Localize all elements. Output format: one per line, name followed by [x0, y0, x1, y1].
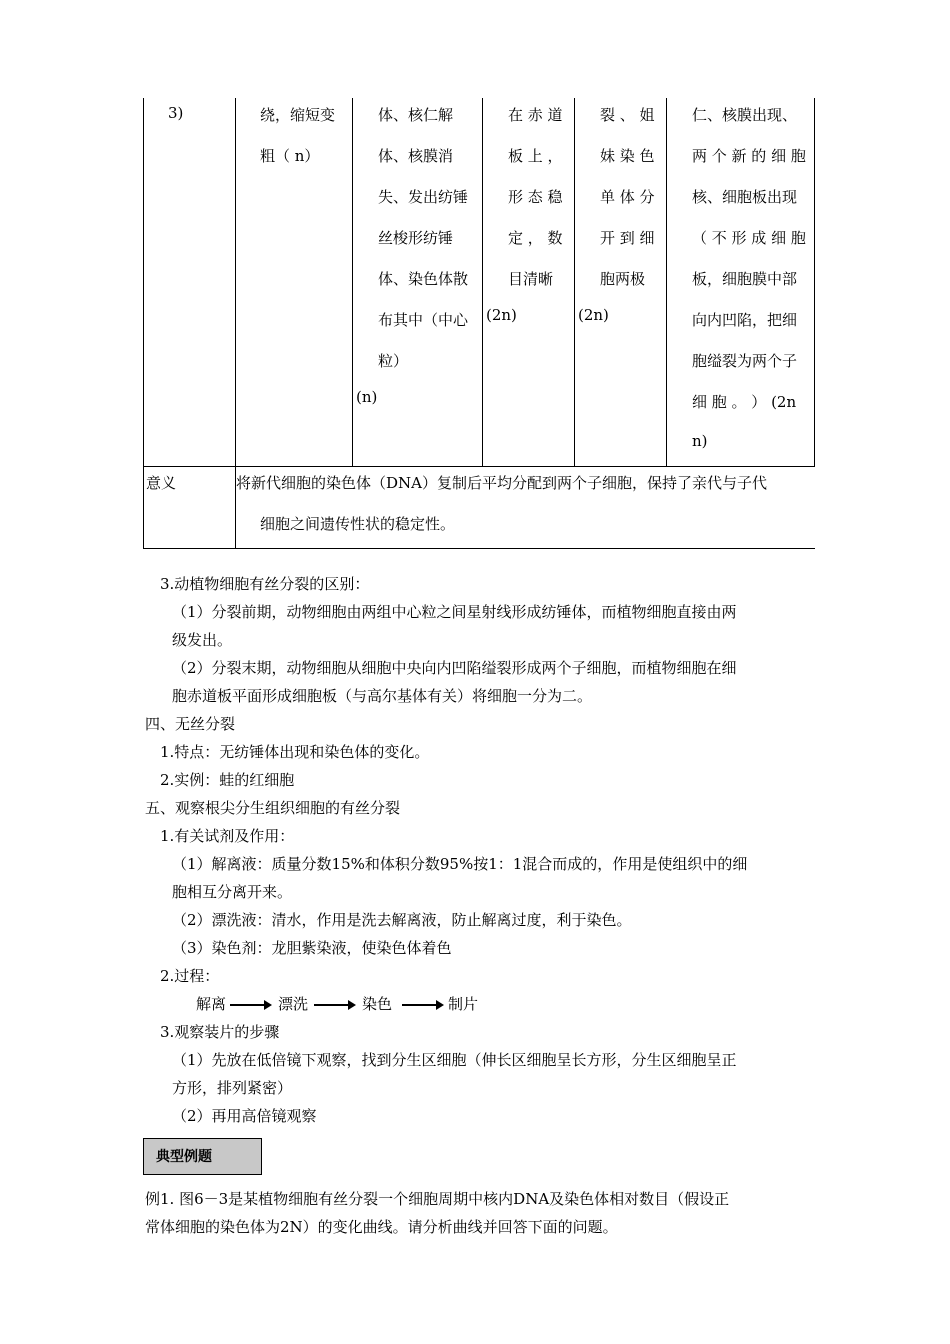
cell-text: 体、核仁解	[378, 106, 454, 124]
cell-text: 开 到 细	[600, 229, 655, 247]
table-border-col3	[482, 98, 483, 467]
cell-text: 丝梭形纺锤	[378, 229, 454, 247]
paragraph: （2）再用高倍镜观察	[172, 1107, 317, 1125]
table-border-left	[143, 98, 144, 549]
paragraph: 2.过程：	[160, 967, 220, 985]
paragraph: 级发出。	[172, 631, 233, 649]
flow-step: 解离	[196, 995, 227, 1013]
flow-step: 漂洗	[278, 995, 309, 1013]
cell-text: 失、发出纺锤	[378, 188, 469, 206]
cell-text: (2n)	[486, 306, 517, 324]
cell-text: 板，细胞膜中部	[692, 270, 798, 288]
paragraph: （2）漂洗液：清水，作用是洗去解离液，防止解离过度，利于染色。	[172, 911, 632, 929]
cell-text: 两 个 新 的 细 胞	[692, 147, 806, 165]
table-row-label: 意义	[146, 474, 177, 492]
cell-text: 体、染色体散	[378, 270, 469, 288]
cell-text: 绕，缩短变	[260, 106, 336, 124]
cell-text: 3)	[168, 104, 184, 122]
cell-text: n)	[692, 432, 708, 450]
cell-text: 布其中（中心	[378, 311, 469, 329]
cell-text: 体、核膜消	[378, 147, 454, 165]
section-header	[143, 1138, 262, 1175]
paragraph: 胞相互分离开来。	[172, 883, 293, 901]
table-row-divider	[143, 466, 815, 467]
flow-step: 染色	[362, 995, 393, 1013]
cell-text: 粗（ n）	[260, 147, 320, 165]
table-cell-text: 细胞之间遗传性状的稳定性。	[260, 515, 456, 533]
cell-text: 向内凹陷，把细	[692, 311, 798, 329]
cell-text: 形 态 稳	[508, 188, 563, 206]
cell-text: (2n)	[578, 306, 609, 324]
cell-text: 细 胞 。 ） (2n	[692, 393, 797, 411]
paragraph: 方形，排列紧密）	[172, 1079, 293, 1097]
arrow-right-icon	[402, 1004, 442, 1006]
table-cell-text: 将新代细胞的染色体（DNA）复制后平均分配到两个子细胞，保持了亲代与子代	[236, 474, 767, 492]
flow-step: 制片	[448, 995, 479, 1013]
cell-text: 胞两极	[600, 270, 646, 288]
table-border-col2	[352, 98, 353, 467]
arrow-right-icon	[230, 1004, 270, 1006]
cell-text: 仁、核膜出现、	[692, 106, 798, 124]
heading: 五、观察根尖分生组织细胞的有丝分裂	[145, 799, 401, 817]
paragraph: （3）染色剂：龙胆紫染液，使染色体着色	[172, 939, 452, 957]
cell-text: 在 赤 道	[508, 106, 563, 124]
paragraph: 3.观察装片的步骤	[160, 1023, 280, 1041]
section-title: 典型例题	[156, 1149, 212, 1165]
paragraph: 1.有关试剂及作用：	[160, 827, 295, 845]
cell-text: 定 ， 数	[508, 229, 563, 247]
arrow-right-icon	[314, 1004, 354, 1006]
cell-text: 目清晰	[508, 270, 554, 288]
paragraph: 胞赤道板平面形成细胞板（与高尔基体有关）将细胞一分为二。	[172, 687, 593, 705]
paragraph: （2）分裂末期，动物细胞从细胞中央向内凹陷缢裂形成两个子细胞，而植物细胞在细	[172, 659, 737, 677]
table-border-col6	[814, 98, 815, 467]
cell-text: 裂 、 姐	[600, 106, 655, 124]
paragraph: 3.动植物细胞有丝分裂的区别：	[160, 575, 370, 593]
cell-text: (n)	[356, 388, 378, 406]
cell-text: 单 体 分	[600, 188, 655, 206]
paragraph: （1）分裂前期，动物细胞由两组中心粒之间星射线形成纺锤体，而植物细胞直接由两	[172, 603, 737, 621]
table-border-col4	[574, 98, 575, 467]
paragraph: （1）解离液：质量分数15%和体积分数95%按1：1混合而成的，作用是使组织中的细	[172, 855, 748, 873]
paragraph: 常体细胞的染色体为2N）的变化曲线。请分析曲线并回答下面的问题。	[145, 1218, 618, 1236]
cell-text: 妹 染 色	[600, 147, 655, 165]
table-border-bottom	[143, 548, 815, 549]
paragraph: （1）先放在低倍镜下观察，找到分生区细胞（伸长区细胞呈长方形，分生区细胞呈正	[172, 1051, 737, 1069]
paragraph: 1.特点：无纺锤体出现和染色体的变化。	[160, 743, 430, 761]
heading: 四、无丝分裂	[145, 715, 236, 733]
paragraph: 2.实例：蛙的红细胞	[160, 771, 295, 789]
paragraph: 例1. 图6－3是某植物细胞有丝分裂一个细胞周期中核内DNA及染色体相对数目（假设正	[145, 1190, 730, 1208]
cell-text: （ 不 形 成 细 胞	[692, 229, 806, 247]
cell-text: 胞缢裂为两个子	[692, 352, 798, 370]
table-border-col5	[666, 98, 667, 467]
cell-text: 板 上 ，	[508, 147, 563, 165]
cell-text: 核、细胞板出现	[692, 188, 798, 206]
cell-text: 粒）	[378, 352, 409, 370]
